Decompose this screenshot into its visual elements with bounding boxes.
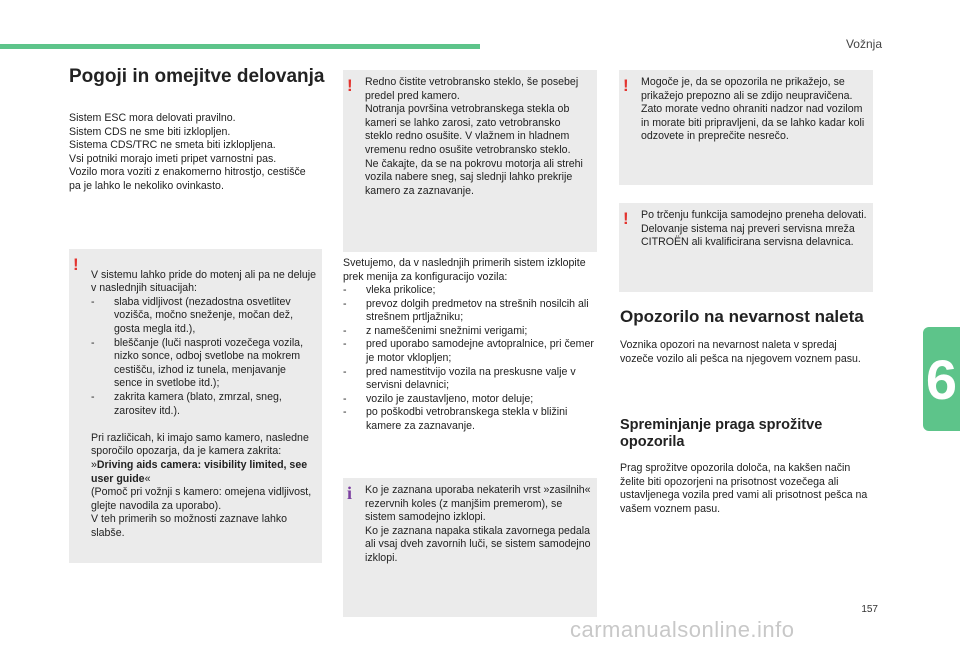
list-item: - pred uporabo samodejne avtopralnice, pri čemer je motor vklopljen; [343, 338, 595, 365]
warning-exclamation-icon: ! [623, 76, 629, 95]
collision-intro: Voznika opozori na nevarnost naleta v spredaj vozeče vozilo ali pešca na njegovem voznem pasu. [620, 339, 861, 365]
list-item: - vozilo je zaustavljeno, motor deluje; [343, 393, 595, 407]
conditions-intro: Sistem ESC mora delovati pravilno. Sistem CDS ne sme biti izklopljen. Sistema CDS/TRC ne smeta biti izklopljena. Vsi potniki morajo imeti pripet varnostni pas. Vozilo mora voziti z enakomerno hitrostjo, cestišče pa je lahko le nekoliko ovinkasto. [69, 112, 306, 192]
warning-box-interference [69, 249, 322, 563]
info-box-spare-wheel [343, 478, 597, 617]
list-item: - slaba vidljivost (nezadostna osvetlitev vozišča, močno sneženje, močan dež, gosta megla itd.), [91, 296, 316, 337]
camera-message-bold: Driving aids camera: visibility limited, see user guide [91, 458, 308, 485]
warning-box-collision [619, 203, 873, 292]
header-accent-bar [0, 44, 480, 49]
interference-list [91, 296, 316, 418]
threshold-body: Prag sprožitve opozorila določa, na kakšen način želite biti opozorjeni na prisotnost vozečega ali ustavljenega vozila pred vami ali prisotnost pešca na vašem voznem pasu. [620, 462, 868, 515]
watermark: carmanualsonline.info [570, 617, 795, 642]
list-item: - bleščanje (luči nasproti vozečega vozila, nizko sonce, odboj svetlobe na mokrem cestišču, izhod iz tunela, menjavanje sence in svetlobe itd.); [91, 337, 316, 391]
page-number: 157 [861, 604, 878, 615]
list-item: - vleka prikolice; [343, 284, 595, 298]
info-text: Ko je zaznana uporaba nekaterih vrst »zasilnih« rezervnih koles (z manjšim premerom), se sistem samodejno izklopi. Ko je zaznana napaka stikala zavornega pedala ali vsaj dveh zavornih luči, se sistem samodejno izklopi. [365, 484, 591, 564]
subsection-title-threshold: Spreminjanje praga sprožitve opozorila [620, 417, 823, 450]
chapter-tab: 6 [923, 327, 960, 431]
info-i-icon: i [347, 483, 353, 503]
warning-after-text-2: « (Pomoč pri vožnji s kamero: omejena vidljivost, glejte navodila za uporabo). V teh primerih so možnosti zaznave lahko slabše. [91, 472, 312, 539]
warning-text: Redno čistite vetrobransko steklo, še posebej predel pred kamero. Notranja površina vetrobranskega stekla ob kameri se lahko zarosi, zato vetrobransko steklo redno osušite. V vlažnem in hladnem vremenu redno osušite vetrobransko steklo. Ne čakajte, da se na pokrovu motorja ali strehi vozila nabere sneg, saj slednji lahko prekrije kamero za zaznavanje. [365, 76, 583, 197]
section-label: Vožnja [845, 37, 882, 51]
list-item: - pred namestitvijo vozila na preskusne valje v servisni delavnici; [343, 366, 595, 393]
warning-after-text: Pri različicah, ki imajo samo kamero, nasledne sporočilo opozarja, da je kamera zakrita: » [91, 431, 309, 471]
advice-lead: Svetujemo, da v naslednjih primerih sistem izklopite prek menija za konfiguracijo vozila: [343, 257, 586, 283]
list-item: - zakrita kamera (blato, zmrzal, sneg, zarositev itd.). [91, 391, 316, 418]
list-item: - prevoz dolgih predmetov na strešnih nosilcih ali strešnem prtljažniku; [343, 298, 595, 325]
warning-text: Mogoče je, da se opozorila ne prikažejo, se prikažejo prepozno ali se zdijo neupravičena. Zato morate vedno ohraniti nadzor nad vozilom in morate biti pripravljeni, da se lahko kadar koli odzovete in preprečite nesrečo. [641, 76, 865, 143]
warning-lead: V sistemu lahko pride do motenj ali pa ne deluje v naslednjih situacijah: [91, 268, 316, 295]
list-item: - po poškodbi vetrobranskega stekla v bližini kamere za zaznavanje. [343, 406, 595, 433]
warning-box-alerts [619, 70, 873, 185]
section-title-collision-risk: Opozorilo na nevarnost naleta [620, 307, 864, 326]
warning-box-windscreen [343, 70, 597, 252]
advice-list [343, 284, 595, 434]
warning-text [91, 255, 316, 540]
warning-text: Po trčenju funkcija samodejno preneha delovati. Delovanje sistema naj preveri servisna mreža CITROËN ali kvalificirana servisna delavnica. [641, 209, 867, 249]
warning-exclamation-icon: ! [347, 76, 353, 95]
warning-exclamation-icon: ! [73, 255, 79, 274]
list-item: - z nameščenimi snežnimi verigami; [343, 325, 595, 339]
section-title-conditions: Pogoji in omejitve delovanja [69, 66, 325, 87]
warning-exclamation-icon: ! [623, 209, 629, 228]
